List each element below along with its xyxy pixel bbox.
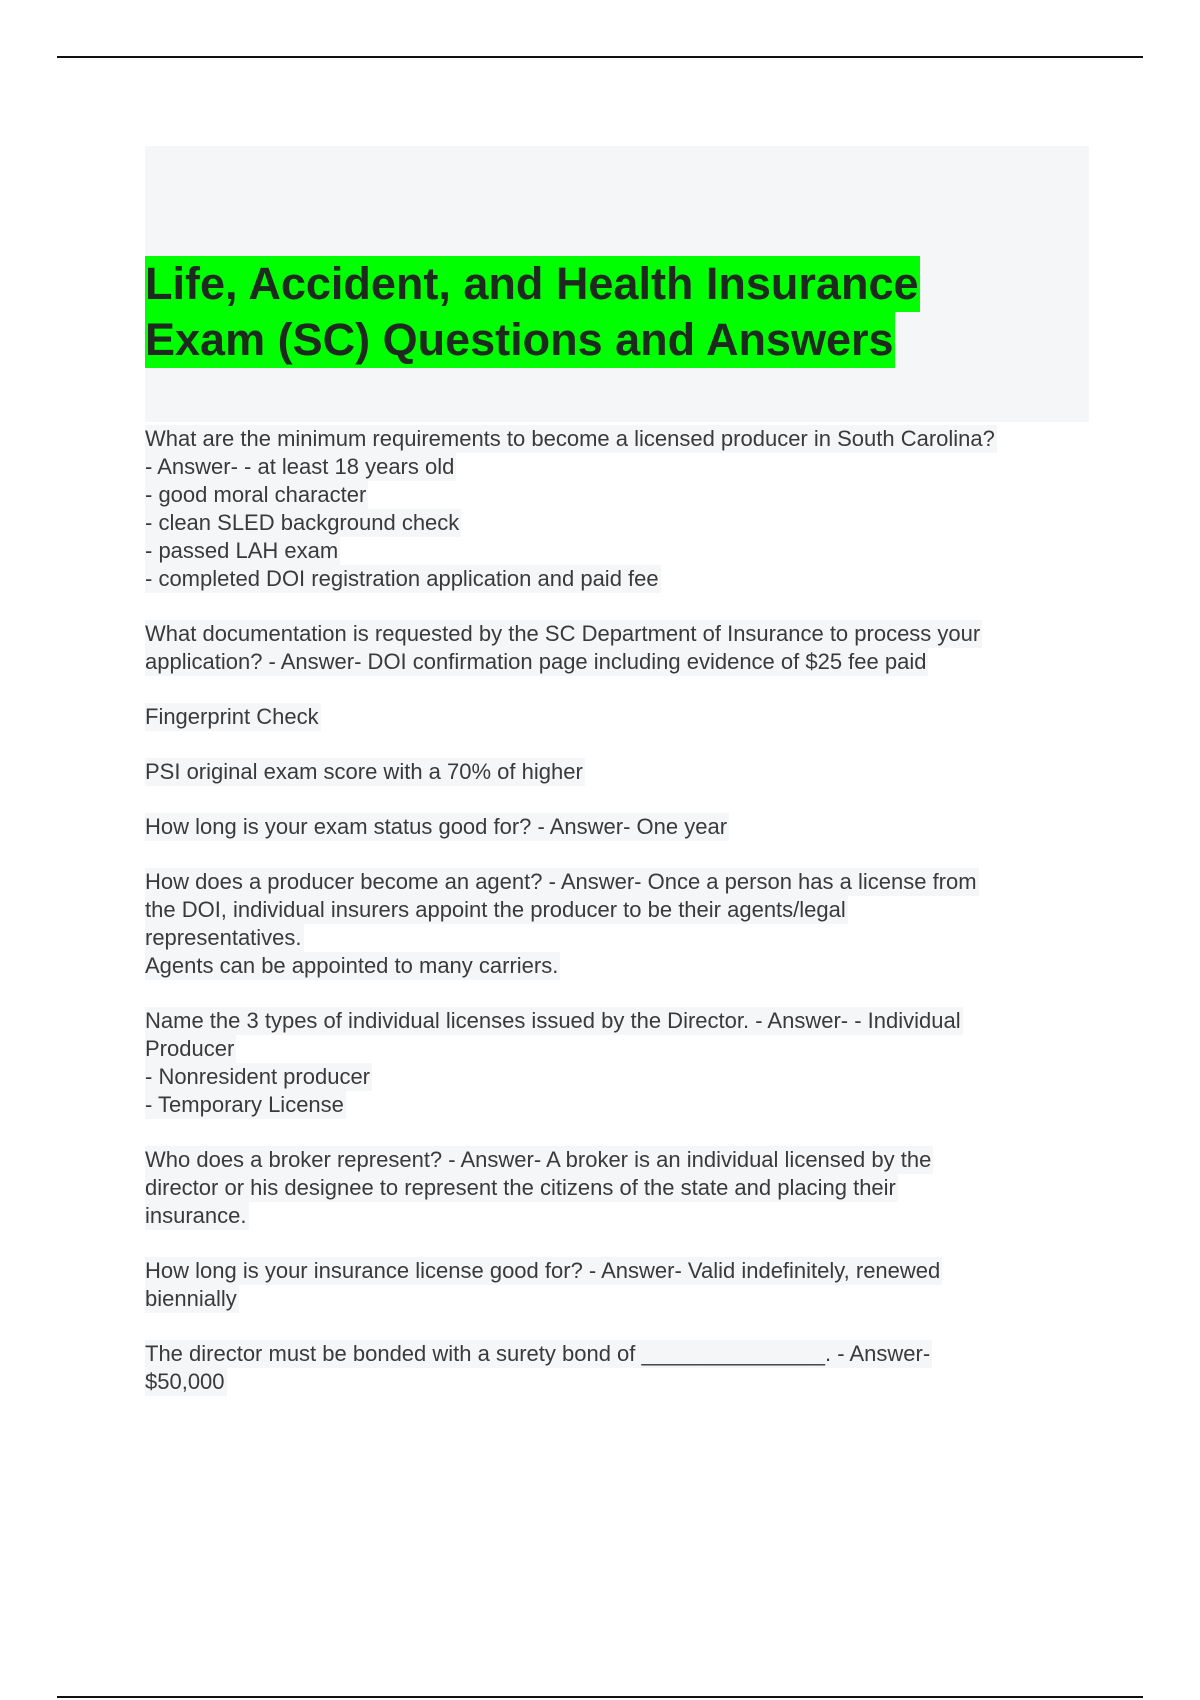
answer-line: director or his designee to represent the citizens of the state and placing their bbox=[145, 1175, 896, 1200]
question-line: The director must be bonded with a surety bond of _______________. - Answer- bbox=[145, 1341, 931, 1366]
question-line: Who does a broker represent? - Answer- A broker is an individual licensed by the bbox=[145, 1147, 932, 1172]
question-line: What are the minimum requirements to become a licensed producer in South Carolina? bbox=[145, 426, 995, 451]
answer-line: PSI original exam score with a 70% of higher bbox=[145, 759, 583, 784]
page-bottom-rule bbox=[57, 1696, 1143, 1698]
qa-item bbox=[145, 703, 1095, 731]
answer-line: - Temporary License bbox=[145, 1092, 344, 1117]
answer-line: Producer bbox=[145, 1036, 235, 1061]
answer-line: - Answer- - at least 18 years old bbox=[145, 454, 455, 479]
answer-line: - Nonresident producer bbox=[145, 1064, 371, 1089]
answer-line: biennially bbox=[145, 1286, 237, 1311]
qa-item bbox=[145, 813, 1095, 841]
qa-item bbox=[145, 620, 1095, 676]
title-line-1: Life, Accident, and Health Insurance bbox=[145, 256, 920, 312]
qa-list bbox=[145, 425, 1095, 1423]
question-line: How long is your exam status good for? - Answer- One year bbox=[145, 814, 728, 839]
qa-item bbox=[145, 868, 1095, 980]
answer-line: - passed LAH exam bbox=[145, 538, 339, 563]
answer-line: - good moral character bbox=[145, 482, 367, 507]
question-line: Name the 3 types of individual licenses issued by the Director. - Answer- - Individual bbox=[145, 1008, 961, 1033]
answer-line: Agents can be appointed to many carriers. bbox=[145, 953, 559, 978]
qa-item bbox=[145, 758, 1095, 786]
qa-item bbox=[145, 1257, 1095, 1313]
document-title bbox=[145, 256, 920, 368]
answer-line: $50,000 bbox=[145, 1369, 225, 1394]
qa-item bbox=[145, 1146, 1095, 1230]
answer-line: Fingerprint Check bbox=[145, 704, 319, 729]
answer-line: insurance. bbox=[145, 1203, 247, 1228]
answer-line: application? - Answer- DOI confirmation page including evidence of $25 fee paid bbox=[145, 649, 927, 674]
qa-item bbox=[145, 425, 1095, 593]
answer-line: - clean SLED background check bbox=[145, 510, 460, 535]
answer-line: the DOI, individual insurers appoint the producer to be their agents/legal bbox=[145, 897, 846, 922]
answer-line: - completed DOI registration application and paid fee bbox=[145, 566, 659, 591]
question-line: How long is your insurance license good for? - Answer- Valid indefinitely, renewed bbox=[145, 1258, 941, 1283]
title-line-2: Exam (SC) Questions and Answers bbox=[145, 312, 895, 368]
question-line: What documentation is requested by the SC Department of Insurance to process your bbox=[145, 621, 981, 646]
question-line: How does a producer become an agent? - Answer- Once a person has a license from bbox=[145, 869, 977, 894]
page-top-rule bbox=[57, 56, 1143, 58]
qa-item bbox=[145, 1007, 1095, 1119]
qa-item bbox=[145, 1340, 1095, 1396]
answer-line: representatives. bbox=[145, 925, 302, 950]
